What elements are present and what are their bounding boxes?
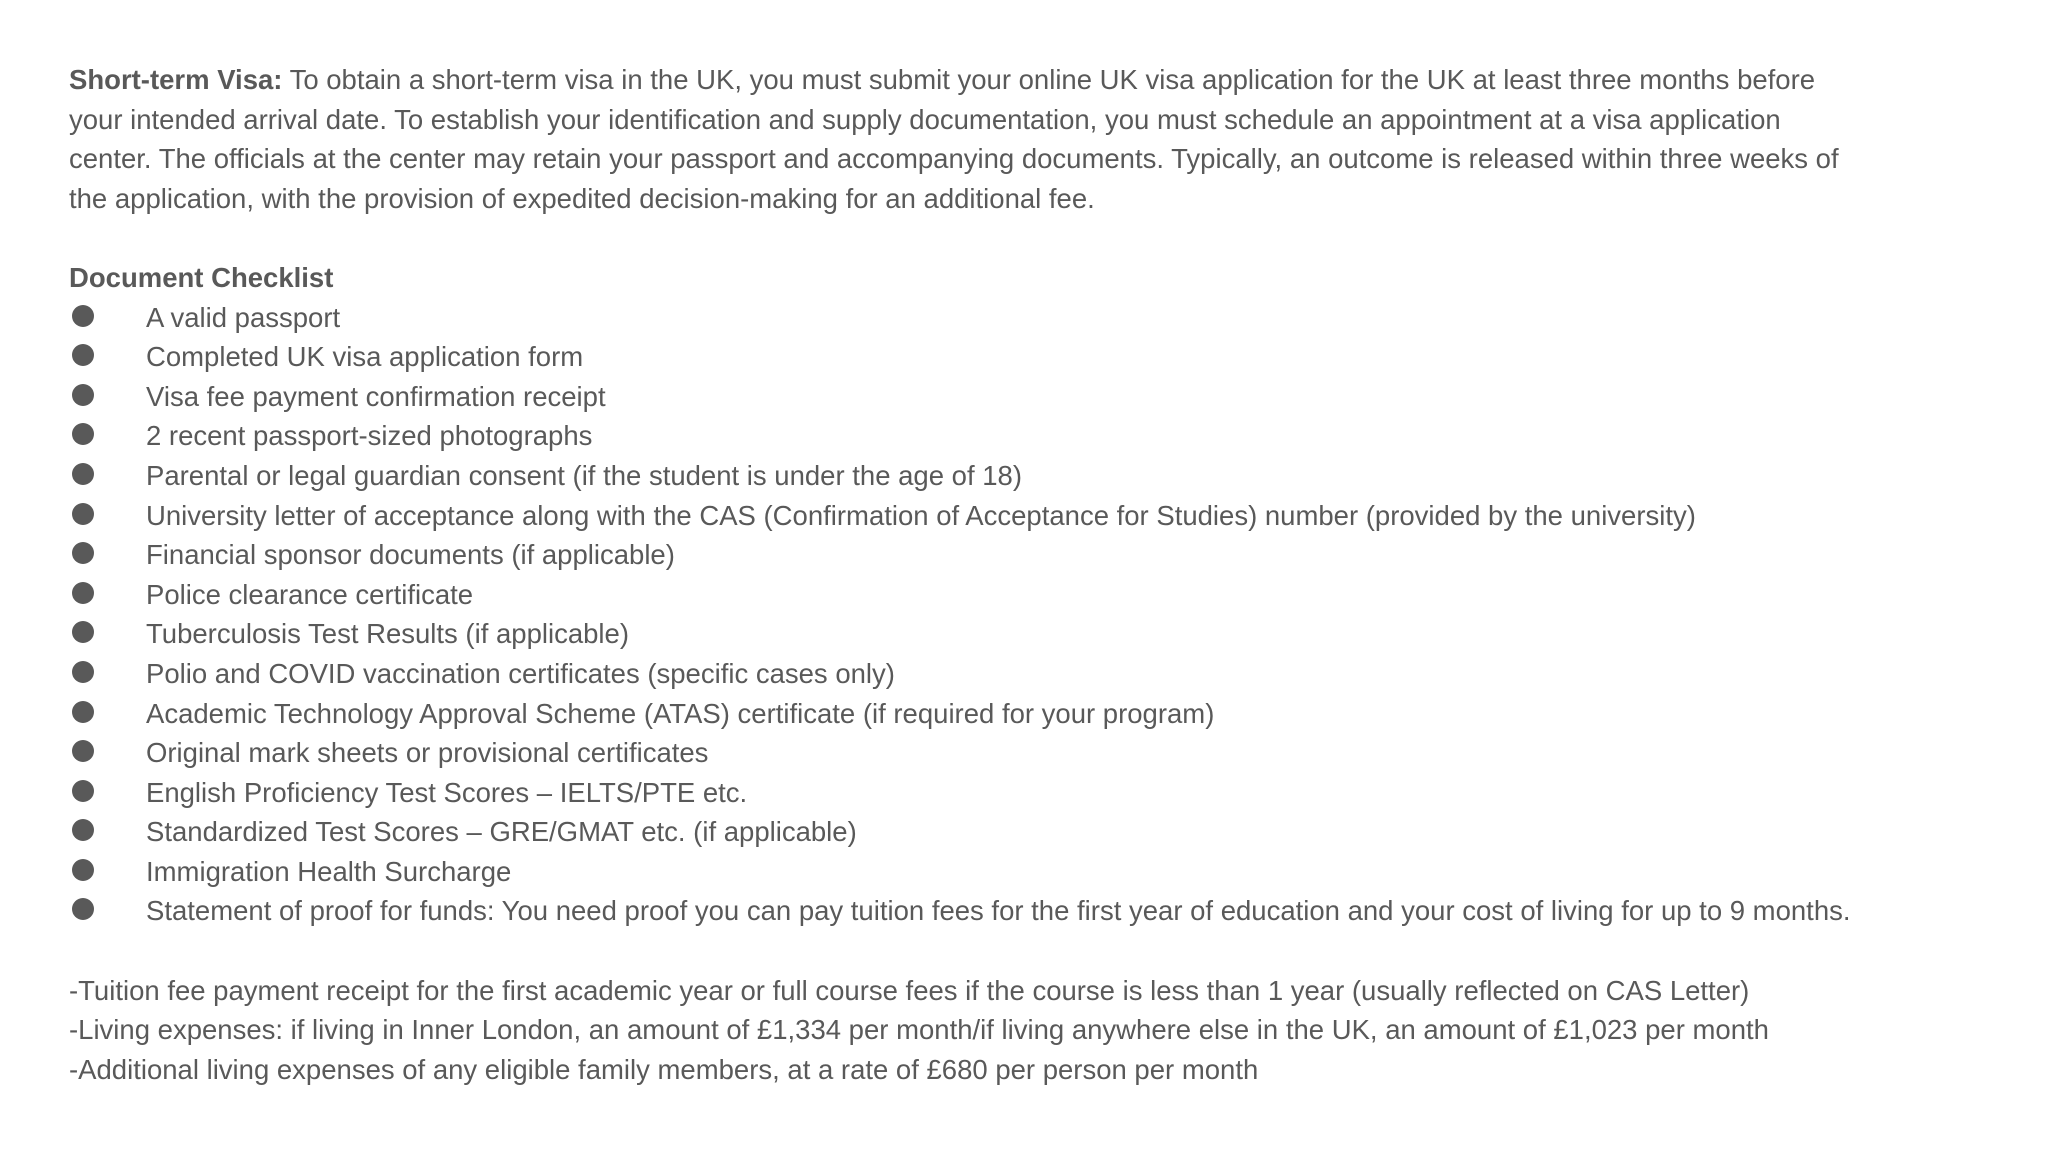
bullet-icon: [72, 423, 94, 445]
bullet-icon: [72, 898, 94, 920]
note-line: -Additional living expenses of any eligible family members, at a rate of £680 per person per month: [69, 1053, 1259, 1085]
list-item: [69, 733, 1969, 773]
bullet-icon: [72, 463, 94, 485]
checklist-heading: Document Checklist: [69, 261, 334, 293]
intro-line-1: To obtain a short-term visa in the UK, you must submit your online UK visa application for the UK at least three months before: [282, 64, 1816, 95]
list-item: [69, 812, 1969, 852]
bullet-icon: [72, 701, 94, 723]
bullet-icon: [72, 661, 94, 683]
intro-paragraph: [69, 60, 1969, 218]
list-item: [69, 337, 1969, 377]
list-item: [69, 377, 1969, 417]
intro-line-2: your intended arrival date. To establish your identification and supply documentation, you must schedule an appointment at a visa application: [69, 103, 1781, 135]
list-item-text: Academic Technology Approval Scheme (ATAS) certificate (if required for your program): [146, 697, 1215, 729]
note-line: -Tuition fee payment receipt for the first academic year or full course fees if the course is less than 1 year (usually reflected on CAS Letter): [69, 974, 1750, 1006]
list-item: [69, 614, 1969, 654]
bullet-icon: [72, 780, 94, 802]
intro-lead: Short-term Visa:: [69, 64, 283, 95]
list-item-text: Standardized Test Scores – GRE/GMAT etc. (if applicable): [146, 816, 857, 848]
list-item: [69, 575, 1969, 615]
intro-line-3: center. The officials at the center may retain your passport and accompanying documents. Typically, an outcome is released within three weeks of: [69, 143, 1839, 175]
list-item-text: Visa fee payment confirmation receipt: [146, 380, 606, 412]
spacer: [69, 931, 1969, 971]
list-item: [69, 298, 1969, 338]
spacer: [69, 218, 1969, 258]
list-item-text: Parental or legal guardian consent (if the student is under the age of 18): [146, 459, 1022, 491]
list-item-text: Polio and COVID vaccination certificates (specific cases only): [146, 657, 895, 689]
list-item-text: Financial sponsor documents (if applicable): [146, 539, 675, 571]
list-item-text: Completed UK visa application form: [146, 341, 584, 373]
list-item-text: University letter of acceptance along with the CAS (Confirmation of Acceptance for Studies) number (provided by the university): [146, 499, 1696, 531]
list-item: [69, 852, 1969, 892]
document-checklist: [69, 298, 1969, 932]
bullet-icon: [72, 740, 94, 762]
list-item-text: A valid passport: [146, 301, 341, 333]
list-item-text: Original mark sheets or provisional certificates: [146, 737, 709, 769]
list-item: [69, 694, 1969, 734]
list-item: [69, 891, 1969, 931]
bullet-icon: [72, 344, 94, 366]
intro-line-4: the application, with the provision of expedited decision-making for an additional fee.: [69, 182, 1095, 214]
list-item: [69, 654, 1969, 694]
bullet-icon: [72, 582, 94, 604]
list-item: [69, 496, 1969, 536]
funds-notes: [69, 971, 1969, 1090]
list-item-text: 2 recent passport-sized photographs: [146, 420, 593, 452]
list-item-text: Immigration Health Surcharge: [146, 855, 512, 887]
list-item-text: Tuberculosis Test Results (if applicable): [146, 618, 629, 650]
bullet-icon: [72, 542, 94, 564]
document-page: [69, 60, 1969, 1089]
list-item: [69, 416, 1969, 456]
list-item-text: Police clearance certificate: [146, 578, 474, 610]
bullet-icon: [72, 503, 94, 525]
list-item-text: English Proficiency Test Scores – IELTS/PTE etc.: [146, 776, 748, 808]
list-item-text: Statement of proof for funds: You need proof you can pay tuition fees for the first year of education and your cost of living for up to 9 months.: [146, 895, 1851, 927]
list-item: [69, 456, 1969, 496]
bullet-icon: [72, 384, 94, 406]
note-line: -Living expenses: if living in Inner London, an amount of £1,334 per month/if living anywhere else in the UK, an amount of £1,023 per month: [69, 1014, 1769, 1046]
list-item: [69, 773, 1969, 813]
bullet-icon: [72, 819, 94, 841]
bullet-icon: [72, 859, 94, 881]
bullet-icon: [72, 305, 94, 327]
list-item: [69, 535, 1969, 575]
bullet-icon: [72, 621, 94, 643]
